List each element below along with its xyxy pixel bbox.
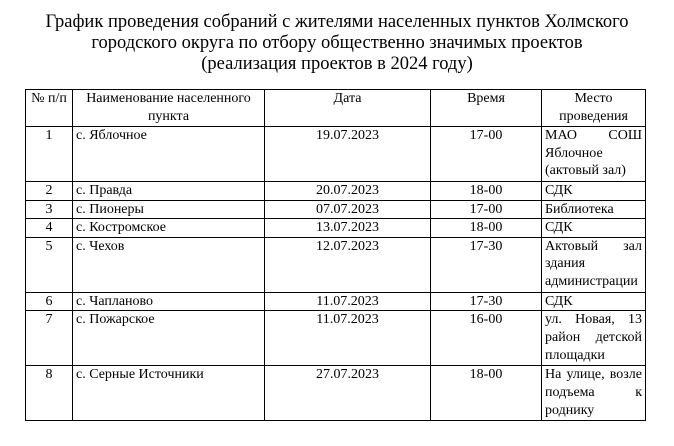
cell-num: 7 [26, 311, 73, 366]
header-time: Время [431, 90, 542, 127]
header-date: Дата [265, 90, 431, 127]
cell-date: 11.07.2023 [265, 292, 431, 311]
cell-name: с. Пионеры [73, 200, 265, 219]
page-title [0, 12, 674, 75]
cell-name: с. Яблочное [73, 127, 265, 182]
title-line-2: городского округа по отбору общественно значимых проектов [91, 33, 583, 53]
cell-date: 13.07.2023 [265, 219, 431, 238]
table-row [26, 237, 646, 292]
cell-time: 17-30 [431, 292, 542, 311]
cell-date: 07.07.2023 [265, 200, 431, 219]
cell-num: 1 [26, 127, 73, 182]
cell-num: 4 [26, 219, 73, 238]
table-header-row [26, 90, 646, 127]
table-row [26, 127, 646, 182]
cell-date: 12.07.2023 [265, 237, 431, 292]
cell-place: Библиотека [542, 200, 646, 219]
cell-name: с. Костромское [73, 219, 265, 238]
table-row [26, 311, 646, 366]
cell-date: 11.07.2023 [265, 311, 431, 366]
cell-num: 5 [26, 237, 73, 292]
cell-time: 17-00 [431, 200, 542, 219]
cell-num: 3 [26, 200, 73, 219]
cell-time: 17-30 [431, 237, 542, 292]
cell-date: 27.07.2023 [265, 366, 431, 421]
cell-num: 8 [26, 366, 73, 421]
cell-name: с. Пожарское [73, 311, 265, 366]
title-line-3: (реализация проектов в 2024 году) [201, 54, 473, 74]
cell-place: СДК [542, 182, 646, 201]
cell-time: 17-00 [431, 127, 542, 182]
table-row [26, 219, 646, 238]
table-row [26, 366, 646, 421]
cell-name: с. Чехов [73, 237, 265, 292]
cell-place: СДК [542, 219, 646, 238]
cell-date: 20.07.2023 [265, 182, 431, 201]
table-row [26, 292, 646, 311]
cell-time: 18-00 [431, 182, 542, 201]
cell-num: 2 [26, 182, 73, 201]
table-row [26, 182, 646, 201]
table-row [26, 200, 646, 219]
cell-time: 18-00 [431, 219, 542, 238]
title-line-1: График проведения собраний с жителями населенных пунктов Холмского [45, 12, 629, 32]
cell-place: ул. Новая, 13 район детской площадки [542, 311, 646, 366]
cell-time: 16-00 [431, 311, 542, 366]
cell-place: МАО СОШ Яблочное (актовый зал) [542, 127, 646, 182]
cell-name: с. Серные Источники [73, 366, 265, 421]
cell-place: СДК [542, 292, 646, 311]
cell-time: 18-00 [431, 366, 542, 421]
schedule-table [25, 89, 646, 421]
header-name: Наименование населенного пункта [73, 90, 265, 127]
cell-place: Актовый зал здания администрации [542, 237, 646, 292]
cell-name: с. Чапланово [73, 292, 265, 311]
header-num: № п/п [26, 90, 73, 127]
cell-num: 6 [26, 292, 73, 311]
header-place: Место проведения [542, 90, 646, 127]
cell-name: с. Правда [73, 182, 265, 201]
cell-date: 19.07.2023 [265, 127, 431, 182]
cell-place: На улице, возле подъема к роднику [542, 366, 646, 421]
